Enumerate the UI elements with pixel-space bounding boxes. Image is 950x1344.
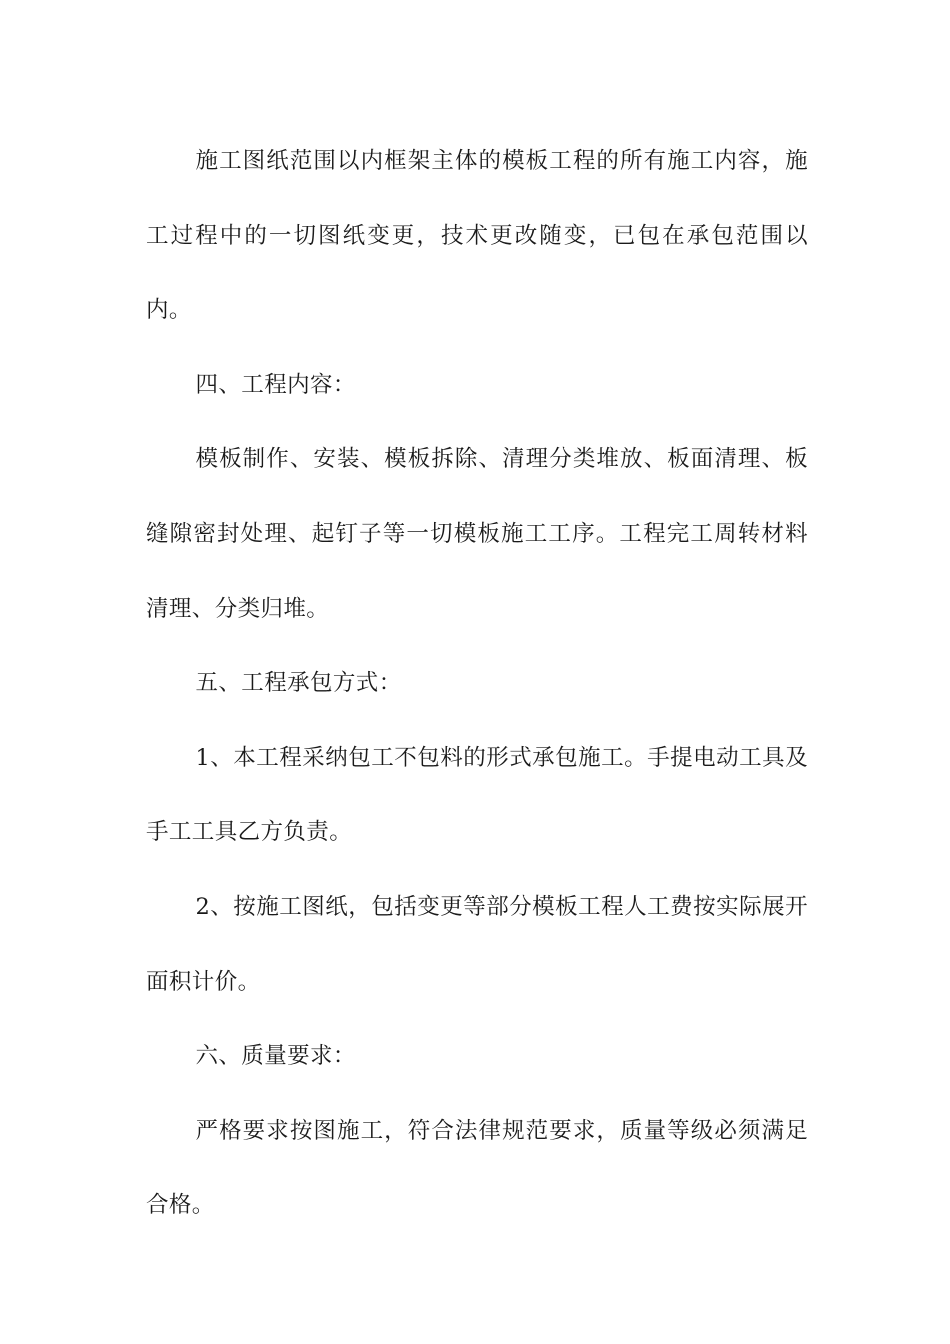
paragraph-contract-method-1: 1、本工程采纳包工不包料的形式承包施工。手提电动工具及手工工具乙方负责。: [146, 744, 808, 846]
heading-work-content: 四、工程内容：: [195, 371, 356, 398]
heading-quality-requirements: 六、质量要求：: [195, 1043, 356, 1070]
document-body: [146, 124, 808, 1243]
paragraph-contract-method-2: 2、按施工图纸，包括变更等部分模板工程人工费按实际展开面积计价。: [146, 893, 808, 995]
paragraph-work-content: 模板制作、安装、模板拆除、清理分类堆放、板面清理、板缝隙密封处理、起钉子等一切模板施工工序。工程完工周转材料清理、分类归堆。: [146, 446, 808, 622]
heading-contract-method: 五、工程承包方式：: [195, 670, 402, 697]
paragraph-scope: 施工图纸范围以内框架主体的模板工程的所有施工内容，施工过程中的一切图纸变更，技术更改随变，已包在承包范围以内。: [146, 148, 808, 324]
paragraph-quality-requirements: 严格要求按图施工，符合法律规范要求，质量等级必须满足合格。: [146, 1117, 808, 1219]
